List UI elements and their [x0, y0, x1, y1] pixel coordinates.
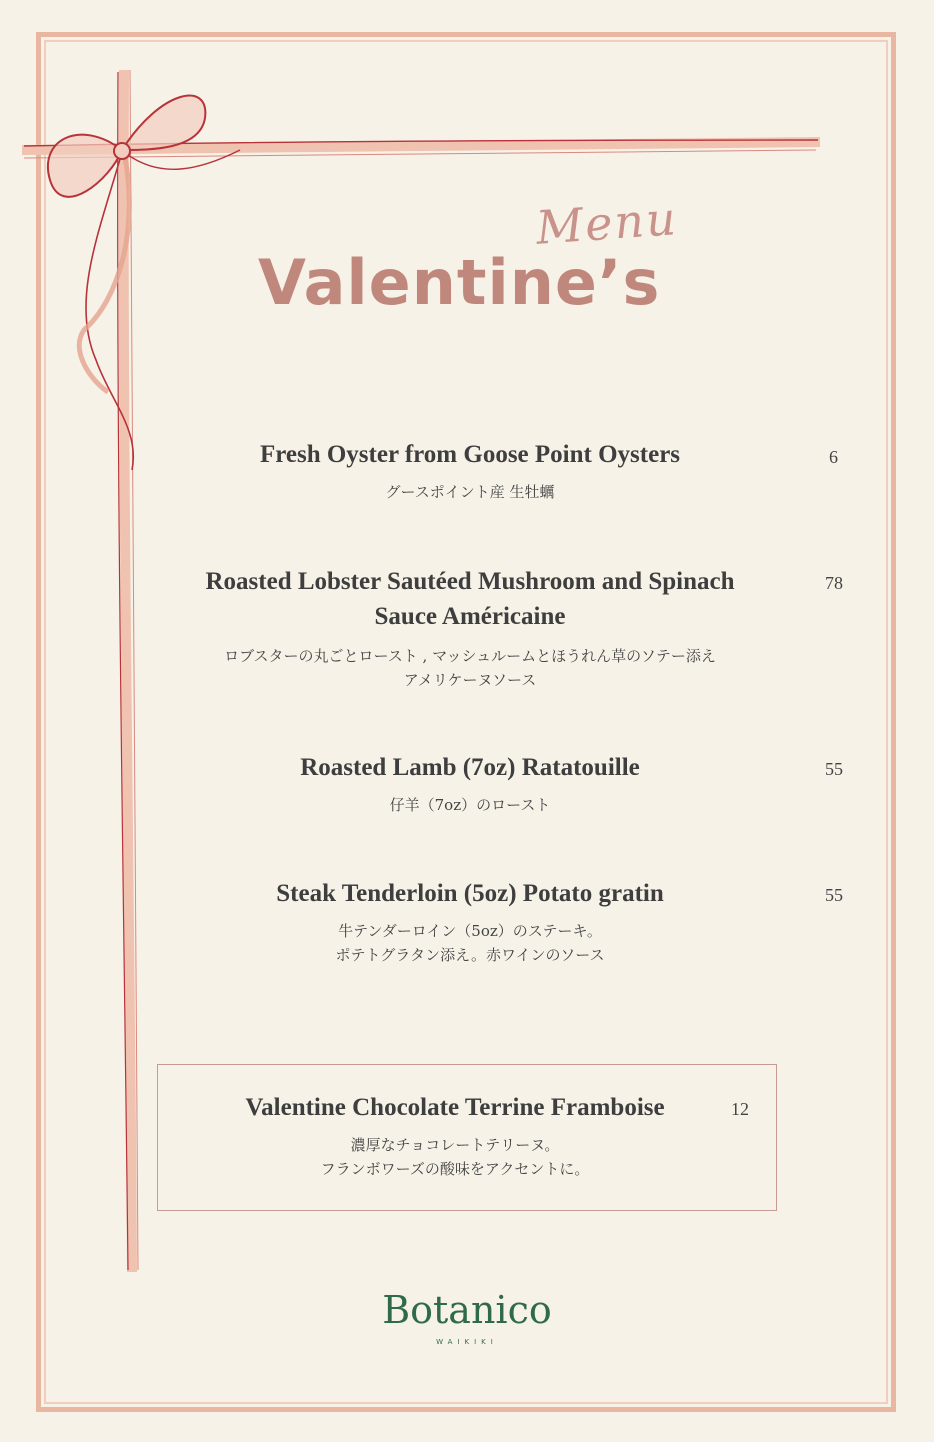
dessert-description: 濃厚なチョコレートテリーヌ。 [350, 1136, 560, 1154]
menu-item-price: 55 [825, 885, 843, 905]
menu-item-description: グースポイント産 生牡蠣 [385, 483, 555, 501]
menu-item [150, 876, 790, 967]
menu-item-name: Roasted Lobster Sautéed Mushroom and Spinach [205, 568, 735, 595]
menu-item [150, 750, 790, 817]
menu-item-description: 仔羊（7oz）のロースト [389, 796, 551, 814]
dessert-name: Valentine Chocolate Terrine Framboise [245, 1094, 665, 1121]
menu-item-price: 55 [825, 759, 843, 779]
brand-logo: Botanico [382, 1288, 552, 1332]
menu-item [150, 437, 790, 504]
dessert-price: 12 [731, 1099, 749, 1119]
menu-item-description: 牛テンダーロイン（5oz）のステーキ。 [338, 922, 602, 940]
menu-item [150, 564, 790, 692]
menu-item-name: Fresh Oyster from Goose Point Oysters [259, 441, 681, 468]
menu-item-name: Roasted Lamb (7oz) Ratatouille [300, 754, 640, 781]
menu-item-price: 6 [829, 447, 838, 467]
menu-item-name: Steak Tenderloin (5oz) Potato gratin [276, 880, 664, 907]
menu-script-title: Menu [534, 191, 680, 255]
menu-item-description-line2: アメリケーヌソース [403, 671, 537, 689]
page-title: Valentine’s [258, 246, 661, 319]
dessert-description-line2: フランボワーズの酸味をアクセントに。 [320, 1160, 590, 1178]
brand-location: WAIKIKI [436, 1338, 498, 1346]
menu-item-description: ロブスターの丸ごとロースト , マッシュルームとほうれん草のソテー添え [224, 647, 716, 665]
menu-item-price: 78 [825, 573, 843, 593]
dessert-item [190, 1090, 720, 1181]
menu-item-description-line2: ポテトグラタン添え。赤ワインのソース [335, 946, 605, 964]
menu-item-name-line2: Sauce Américaine [374, 603, 566, 630]
